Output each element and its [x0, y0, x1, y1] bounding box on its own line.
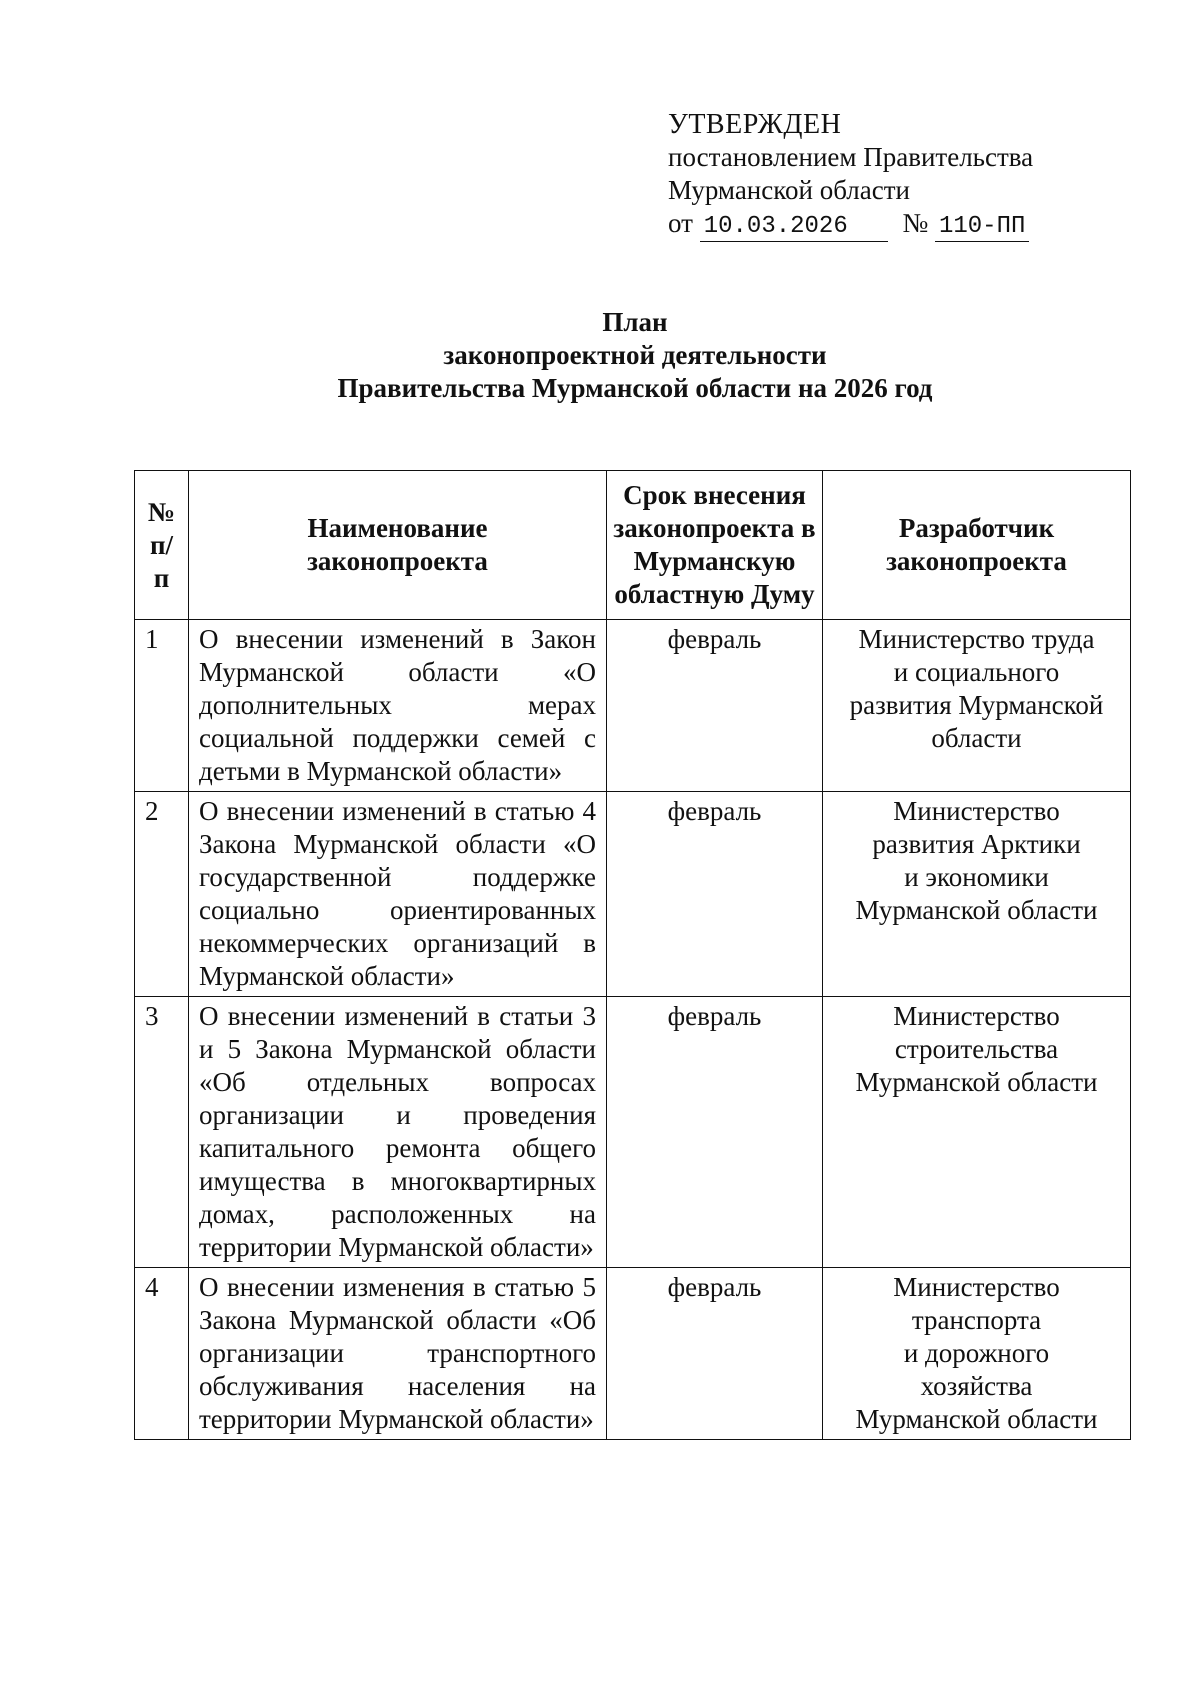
- title-line-3: Правительства Мурманской области на 2026 год: [337, 373, 933, 403]
- title-line-2: законопроектной деятельности: [443, 340, 827, 370]
- row-developer: Министерство развития Арктики и экономики Мурманской области: [823, 792, 1131, 997]
- title-line-1: План: [602, 307, 668, 337]
- document-title: [0, 306, 1200, 405]
- decree-date: 10.03.2026: [700, 213, 888, 242]
- row-name: О внесении изменений в статьи 3 и 5 Закона Мурманской области «Об отдельных вопросах организации и проведения капитального ремонта общего имущества в многоквартирных домах, расположенных на территории Мурманской области»: [189, 997, 607, 1268]
- row-num: 2: [135, 792, 189, 997]
- table-row: [135, 620, 1131, 792]
- header-num: № п/ п: [135, 471, 189, 620]
- row-name: О внесении изменений в статью 4 Закона Мурманской области «О государственной поддержке социально ориентированных некоммерческих организаций в Мурманской области»: [189, 792, 607, 997]
- approval-line-1: постановлением Правительства: [668, 142, 1034, 172]
- plan-table: [134, 470, 1131, 1440]
- from-label: от: [668, 208, 693, 238]
- approved-heading: УТВЕРЖДЕН: [668, 109, 842, 140]
- number-label: №: [902, 208, 929, 238]
- row-term: февраль: [607, 997, 823, 1268]
- header-name: Наименование законопроекта: [189, 471, 607, 620]
- row-term: февраль: [607, 620, 823, 792]
- approval-date-line: [668, 207, 1108, 242]
- row-name: О внесении изменений в Закон Мурманской области «О дополнительных мерах социальной поддержки семей с детьми в Мурманской области»: [189, 620, 607, 792]
- row-num: 1: [135, 620, 189, 792]
- row-name: О внесении изменения в статью 5 Закона Мурманской области «Об организации транспортного обслуживания населения на территории Мурманской области»: [189, 1268, 607, 1440]
- row-num: 4: [135, 1268, 189, 1440]
- table-header-row: [135, 471, 1131, 620]
- approval-stamp: [668, 108, 1108, 242]
- table-row: [135, 997, 1131, 1268]
- table-row: [135, 1268, 1131, 1440]
- table-row: [135, 792, 1131, 997]
- row-developer: Министерство транспорта и дорожного хозяйства Мурманской области: [823, 1268, 1131, 1440]
- row-term: февраль: [607, 1268, 823, 1440]
- row-developer: Министерство труда и социального развития Мурманской области: [823, 620, 1131, 792]
- row-developer: Министерство строительства Мурманской области: [823, 997, 1131, 1268]
- row-term: февраль: [607, 792, 823, 997]
- row-num: 3: [135, 997, 189, 1268]
- approval-line-2: Мурманской области: [668, 175, 910, 205]
- header-developer: Разработчик законопроекта: [823, 471, 1131, 620]
- decree-number: 110-ПП: [935, 213, 1029, 242]
- header-term: Срок внесения законопроекта в Мурманскую областную Думу: [607, 471, 823, 620]
